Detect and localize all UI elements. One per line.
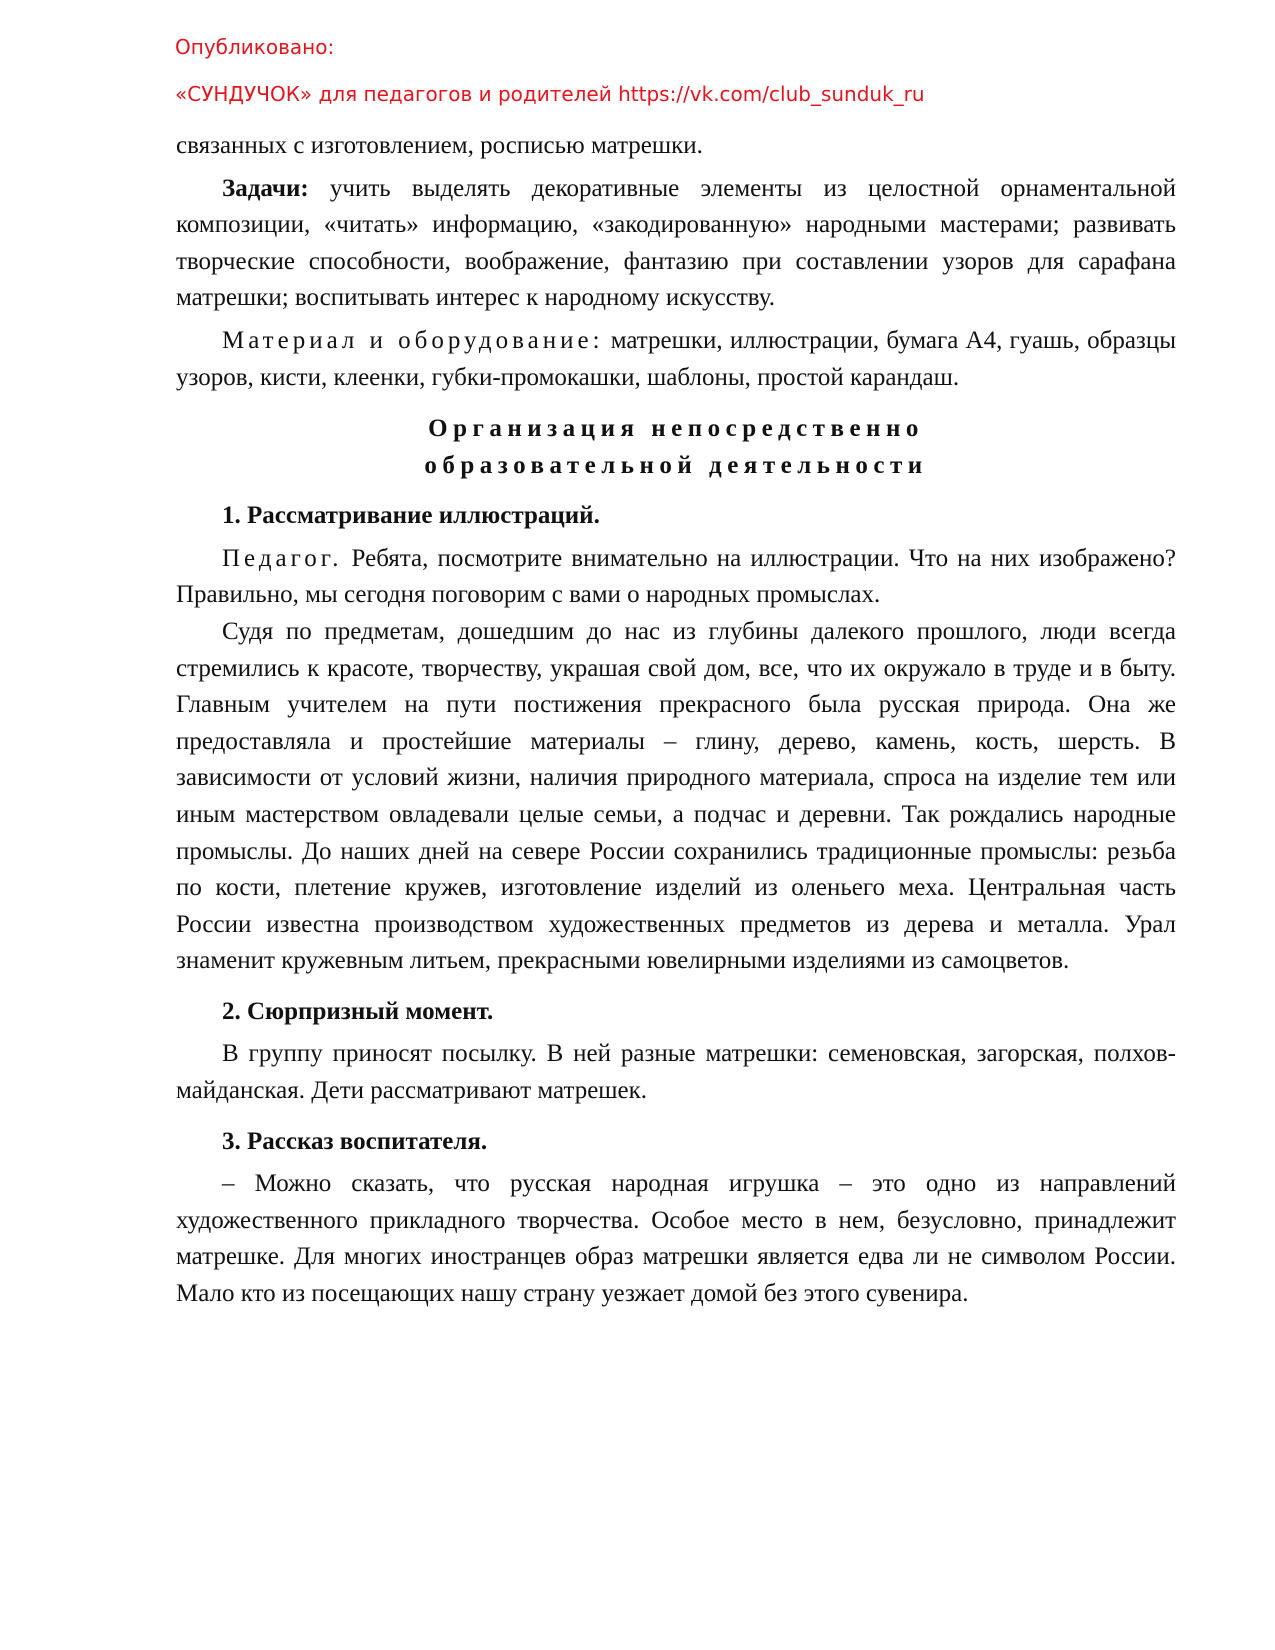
materials-paragraph xyxy=(176,323,1176,396)
section-3-paragraph-1: – Можно сказать, что русская народная игрушка – это одно из направлений художественного прикладного творчества. Особое место в нем, безусловно, принадлежит матрешке. Для многих иностранцев образ матрешки является едва ли не символом России. Мало кто из посещающих нашу страну уезжает домой без этого сувенира. xyxy=(176,1170,1176,1308)
source-link[interactable]: «СУНДУЧОК» для педагогов и родителей https://vk.com/club_sunduk_ru xyxy=(175,82,925,106)
section-1-paragraph-1 xyxy=(176,541,1176,614)
materials-text: матрешки, иллюстрации, бумага А4, гуашь, образцы узоров, кисти, клеенки, губки-промокашки, шаблоны, простой карандаш. xyxy=(176,326,1176,391)
section-3-title: 3. Рассказ воспитателя. xyxy=(222,1127,488,1155)
section-1-title: 1. Рассматривание иллюстраций. xyxy=(222,502,600,530)
tasks-label: Задачи: xyxy=(222,174,309,202)
section-heading-line-2: образовательной деятельности xyxy=(424,452,928,480)
published-label: Опубликовано: xyxy=(175,35,335,59)
section-1-paragraph-2: Судя по предметам, дошедшим до нас из глубины далекого прошлого, люди всегда стремились к красоте, творчеству, украшая свой дом, все, что их окружало в труде и в быту. Главным учителем на пути постижения прекрасного была русская природа. Она же предоставляла и простейшие материалы – глину, дерево, камень, кость, шерсть. В зависимости от условий жизни, наличия природного материала, спроса на изделие тем или иным мастерством овладевали целые семьи, а подчас и деревни. Так рождались народные промыслы. До наших дней на севере России сохранились традиционные промыслы: резьба по кости, плетение кружев, изготовление изделий из оленьего меха. Центральная часть России известна производством художественных предметов из дерева и металла. Урал знаменит кружевным литьем, прекрасными ювелирными изделиями из самоцветов. xyxy=(176,617,1176,975)
materials-label: Материал и оборудование: xyxy=(222,326,604,354)
section-2-paragraph-1: В группу приносят посылку. В ней разные матрешки: семеновская, загорская, полхов-майданская. Дети рассматривают матрешек. xyxy=(176,1040,1176,1105)
section-2-title: 2. Сюрпризный момент. xyxy=(222,997,494,1025)
document-body xyxy=(176,128,1176,1313)
intro-continuation: связанных с изготовлением, росписью матрешки. xyxy=(176,132,703,159)
section-heading-line-1: Организация непосредственно xyxy=(428,415,924,443)
tasks-paragraph xyxy=(176,171,1176,317)
tasks-text: учить выделять декоративные элементы из целостной орнаментальной композиции, «читать» информацию, «закодированную» народными мастерами; развивать творческие способности, воображение, фантазию при составлении узоров для сарафана матрешки; воспитывать интерес к народному искусству. xyxy=(176,174,1176,312)
section-1-paragraph-1-text: Ребята, посмотрите внимательно на иллюстрации. Что на них изображено? Правильно, мы сегодня поговорим с вами о народных промыслах. xyxy=(176,544,1176,609)
teacher-label: Педагог. xyxy=(222,544,343,572)
